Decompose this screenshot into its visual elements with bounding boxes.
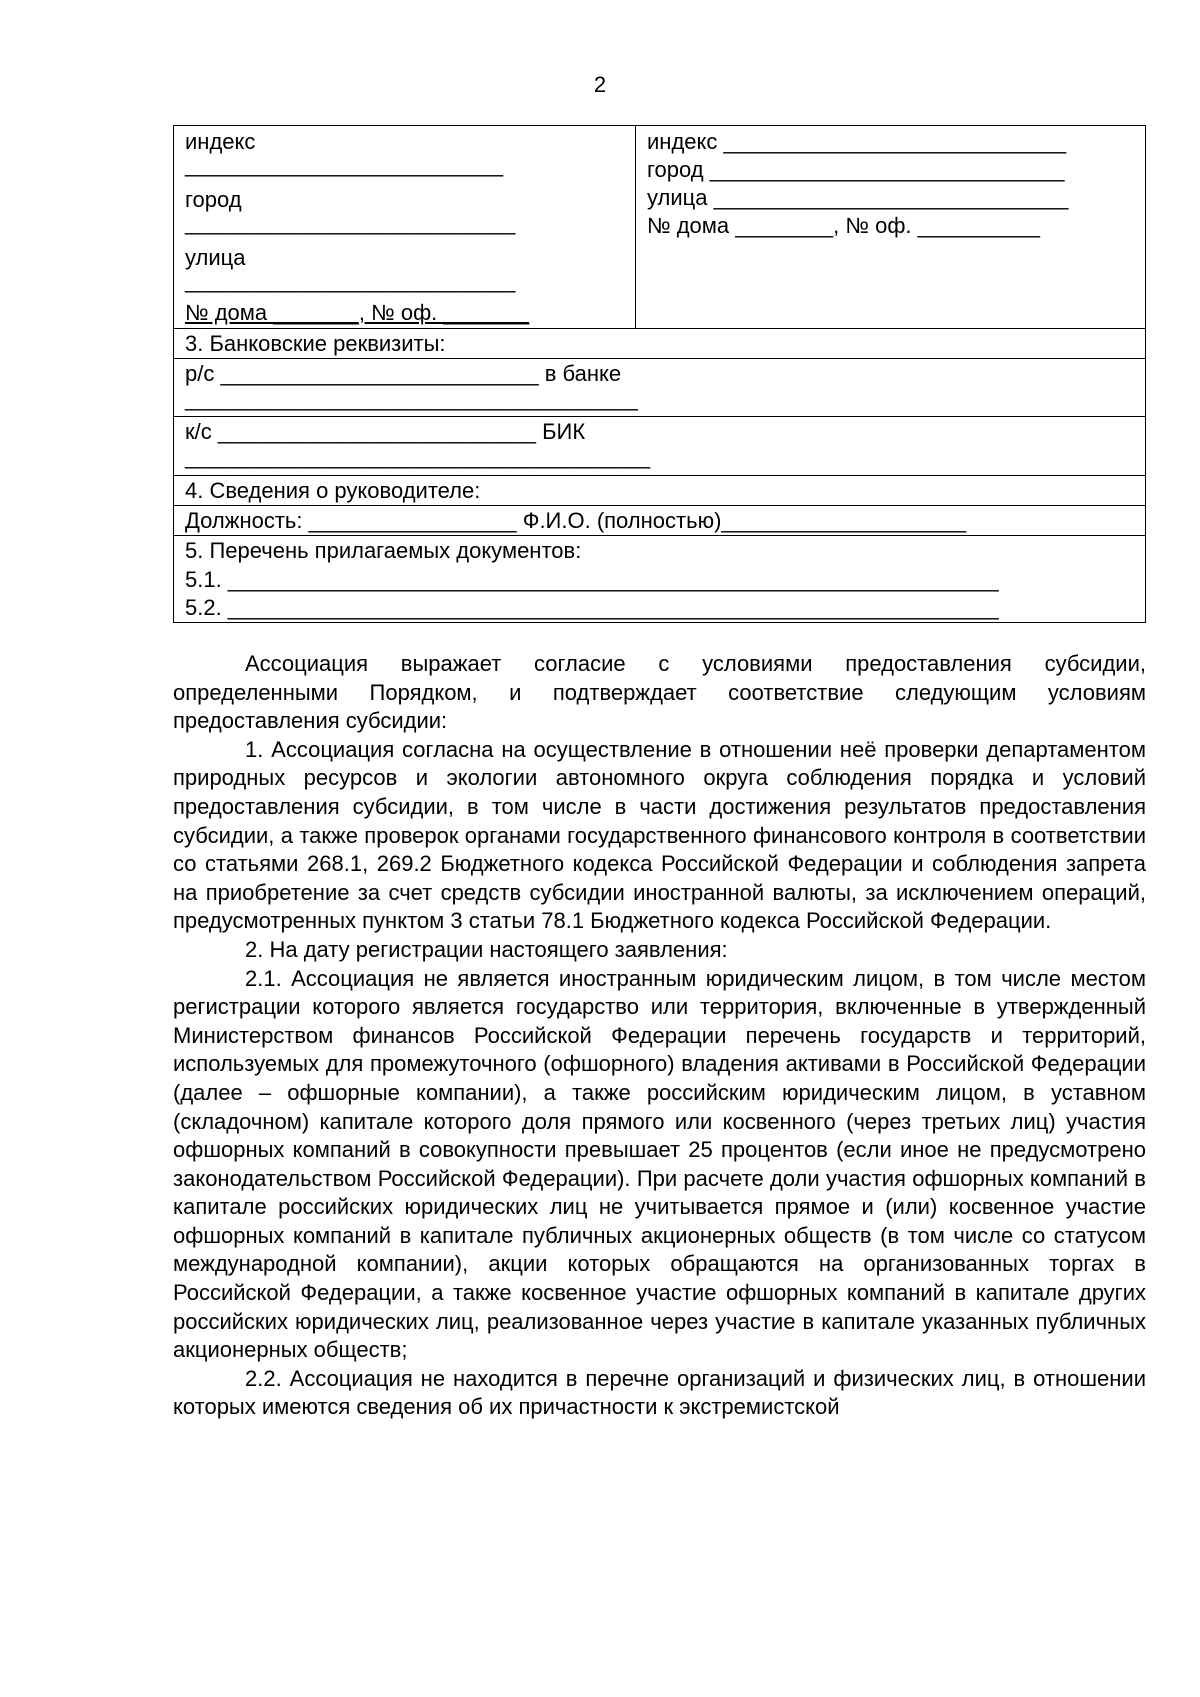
bank-heading-row xyxy=(174,328,1145,358)
index-label: индекс xyxy=(185,129,256,154)
account-row xyxy=(174,358,1145,416)
document-item-2[interactable]: 5.2. _______________________________________________________________ xyxy=(185,595,999,620)
address-row xyxy=(174,126,1145,328)
director-heading: 4. Сведения о руководителе: xyxy=(185,478,481,503)
house-office-line[interactable]: № дома _______, № оф. _______ xyxy=(185,300,530,325)
paragraph-2: 2. На дату регистрации настоящего заявления: xyxy=(245,936,728,962)
index-line-right[interactable]: индекс ____________________________ xyxy=(647,129,1067,154)
street-line-right[interactable]: улица _____________________________ xyxy=(647,185,1069,210)
page-number: 2 xyxy=(593,72,607,97)
paragraph-intro: Ассоциация выражает согласие с условиями предоставления субсидии, определенными Порядком, и подтверждает соответствие следующим условиям предоставления субсидии: xyxy=(173,651,1146,734)
director-line[interactable]: Должность: _________________ Ф.И.О. (полностью)____________________ xyxy=(185,508,967,533)
paragraph-2-2: 2.2. Ассоциация не находится в перечне организаций и физических лиц, в отношении которых имеются сведения об их причастности к экстремистской xyxy=(173,1365,1146,1420)
corr-account-row xyxy=(174,416,1145,475)
corr-account-line-2[interactable]: ______________________________________ xyxy=(185,444,650,469)
street-blank[interactable]: ___________________________ xyxy=(185,268,516,293)
bank-heading: 3. Банковские реквизиты: xyxy=(185,331,446,356)
address-right-cell xyxy=(636,126,1145,328)
city-label: город xyxy=(185,187,242,212)
index-blank[interactable]: __________________________ xyxy=(185,152,504,177)
documents-row xyxy=(174,535,1145,622)
street-label: улица xyxy=(185,245,246,270)
director-row xyxy=(174,505,1145,535)
consent-text xyxy=(173,650,1146,1422)
account-line[interactable]: р/с __________________________ в банке xyxy=(185,361,622,386)
document-item-1[interactable]: 5.1. _______________________________________________________________ xyxy=(185,567,999,592)
paragraph-2-1: 2.1. Ассоциация не является иностранным юридическим лицом, в том числе местом регистрации которого является государство или территория, включенные в утвержденный Министерством финансов Российской Федерации перечень государств и территорий, используемых для промежуточного (офшорного) владения активами в Российской Федерации (далее – офшорные компании), а также российским юридическим лицом, в уставном (складочном) капитале которого доля прямого или косвенного (через третьих лиц) участия офшорных компаний в совокупности превышает 25 процентов (если иное не предусмотрено законодательством Российской Федерации). При расчете доли участия офшорных компаний в капитале российских юридических лиц не учитывается прямое и (или) косвенное участие офшорных компаний в капитале публичных акционерных обществ (в том числе со статусом международной компании), акции которых обращаются на организованных торгах в Российской Федерации, а также косвенное участие офшорных компаний в капитале других российских юридических лиц, реализованное через участие в капитале указанных публичных акционерных обществ; xyxy=(173,965,1146,1363)
account-line-2[interactable]: _____________________________________ xyxy=(185,386,638,411)
paragraph-1: 1. Ассоциация согласна на осуществление в отношении неё проверки департаментом природных ресурсов и экологии автономного округа соблюдения порядка и условий предоставления субсидии, в том числе в части достижения результатов предоставления субсидии, а также проверок органами государственного финансового контроля в соответствии со статьями 268.1, 269.2 Бюджетного кодекса Российской Федерации и соблюдения запрета на приобретение за счет средств субсидии иностранной валюты, за исключением операций, предусмотренных пунктом 3 статьи 78.1 Бюджетного кодекса Российской Федерации. xyxy=(173,736,1146,934)
city-blank[interactable]: ___________________________ xyxy=(185,210,516,235)
city-line-right[interactable]: город _____________________________ xyxy=(647,157,1065,182)
director-heading-row xyxy=(174,475,1145,505)
address-left-cell xyxy=(174,126,636,328)
requisites-form-table xyxy=(173,125,1146,623)
corr-account-line[interactable]: к/с __________________________ БИК xyxy=(185,419,586,444)
house-office-line-right[interactable]: № дома ________, № оф. __________ xyxy=(647,213,1040,238)
documents-heading: 5. Перечень прилагаемых документов: xyxy=(185,538,582,563)
